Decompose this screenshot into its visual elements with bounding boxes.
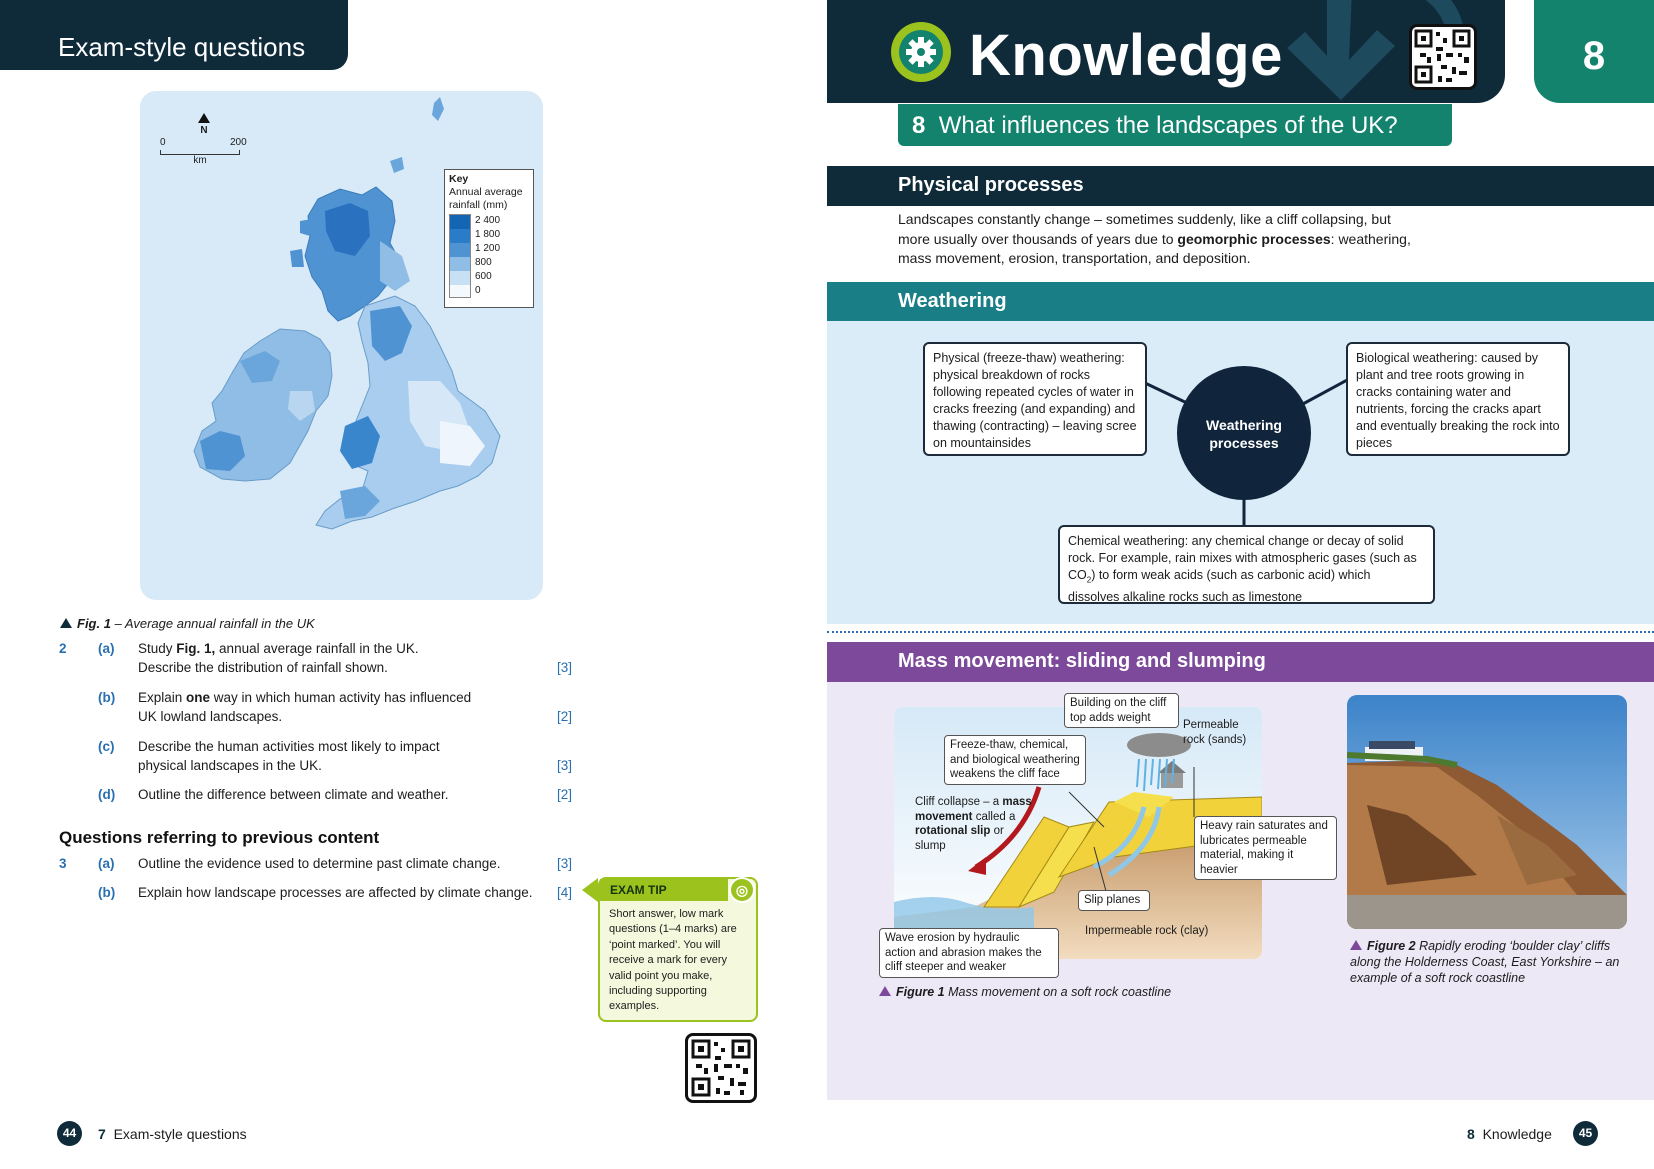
- figure2-caption: Figure 2 Rapidly eroding ‘boulder clay’ cliffs along the Holderness Coast, East Yorkshire – an example of a soft rock coastline: [1350, 939, 1620, 985]
- triangle-icon: [879, 986, 891, 996]
- q3b-label: (b): [98, 885, 116, 900]
- exam-tip-text: Short answer, low mark questions (1–4 marks) are ‘point marked’. You will receive a mark for every valid point you make, including supporting examples.: [609, 908, 737, 1013]
- mass-movement-band: Mass movement: sliding and slumping: [827, 642, 1654, 682]
- q3b-text: Explain how landscape processes are affected by climate change.: [138, 885, 533, 900]
- q2c-text: Describe the human activities most likely to impact physical landscapes in the UK.: [138, 739, 440, 773]
- knowledge-title: Knowledge: [969, 23, 1283, 88]
- holderness-photo: [1347, 695, 1627, 929]
- subtitle-text: What influences the landscapes of the UK?: [938, 112, 1398, 139]
- footer-left: 7 Exam-style questions: [98, 1126, 247, 1142]
- page-number-right: 45: [1573, 1121, 1598, 1146]
- label-freeze-thaw: Freeze-thaw, chemical, and biological weathering weakens the cliff face: [944, 735, 1086, 785]
- label-heavy-rain: Heavy rain saturates and lubricates permeable material, making it heavier: [1194, 816, 1337, 880]
- key-item: 1 200: [475, 243, 501, 254]
- label-slip-planes: Slip planes: [1078, 890, 1150, 911]
- q2b-mark: [2]: [557, 709, 573, 724]
- triangle-icon: [1350, 940, 1362, 950]
- q2a-label: (a): [98, 641, 115, 656]
- q2c-mark: [3]: [557, 758, 573, 773]
- chapter-subtitle: [898, 104, 1452, 146]
- q2a-mark: [3]: [557, 660, 573, 675]
- q2d-mark: [2]: [557, 787, 573, 802]
- physical-weathering-card: Physical (freeze-thaw) weathering: physical breakdown of rocks following repeated cycles of water in cracks freezing (and expanding) and thawing (contracting) – leaving scree on mountainsides: [923, 342, 1147, 456]
- triangle-icon: [60, 618, 72, 628]
- chemical-weathering-card: Chemical weathering: any chemical change or decay of solid rock. For example, rain mixes with atmospheric gases (such as $CO_2$) to form weak acids (such as carbonic acid) which dissolves alkaline rocks such as limestone: [1058, 525, 1435, 604]
- footer-right: 8 Knowledge: [1467, 1126, 1552, 1142]
- weathering-processes-hub: Weathering processes: [1177, 366, 1311, 500]
- knowledge-header: [827, 0, 1505, 103]
- page-number-left: 44: [57, 1121, 82, 1146]
- right-page: [827, 0, 1654, 1169]
- key-item: 1 800: [475, 229, 501, 240]
- section-title-previous: Questions referring to previous content: [59, 828, 380, 847]
- fig1-caption: [60, 616, 315, 631]
- label-wave-erosion: Wave erosion by hydraulic action and abrasion makes the cliff steeper and weaker: [879, 928, 1059, 978]
- exam-tip-title: EXAM TIP: [600, 879, 728, 901]
- label-building: Building on the cliff top adds weight: [1064, 693, 1179, 728]
- rainfall-map: [140, 91, 543, 600]
- key-item: 2 400: [475, 215, 501, 226]
- north-label: N: [200, 125, 208, 136]
- left-page-header: Exam-style questions: [0, 0, 348, 70]
- exam-tip-box: [598, 877, 758, 1022]
- q3b-mark: [4]: [557, 885, 573, 900]
- scale-unit: km: [193, 155, 207, 166]
- tip-pointer: [582, 878, 598, 902]
- scale-start: 0: [160, 137, 166, 148]
- q2a-text: Study Fig. 1, annual average rainfall in the UK. Describe the distribution of rainfall shown.: [138, 641, 419, 675]
- divider: [827, 631, 1654, 633]
- q3a-text: Outline the evidence used to determine past climate change.: [138, 856, 501, 871]
- q3a-mark: [3]: [557, 856, 573, 871]
- subtitle-number: 8: [912, 112, 926, 139]
- uk-map-graphic: [140, 91, 543, 600]
- q2c-label: (c): [98, 739, 115, 754]
- q2b-label: (b): [98, 690, 116, 705]
- key-title: Key: [449, 173, 469, 185]
- q2d-text: Outline the difference between climate and weather.: [138, 787, 449, 802]
- qr-code-icon[interactable]: [1409, 24, 1477, 90]
- scale-end: 200: [230, 137, 247, 148]
- qr-code-icon[interactable]: [685, 1033, 757, 1103]
- scale-bar: [160, 137, 246, 166]
- q2d-label: (d): [98, 787, 116, 802]
- map-key: [444, 169, 534, 308]
- figure1-caption: Figure 1 Mass movement on a soft rock coastline: [879, 984, 1259, 1000]
- key-item: 0: [475, 285, 481, 296]
- key-item: 800: [475, 257, 492, 268]
- north-arrow: [197, 113, 211, 136]
- q3a-label: (a): [98, 856, 115, 871]
- gear-icon: [891, 22, 951, 82]
- q3-number: 3: [59, 856, 67, 871]
- label-permeable: Permeable rock (sands): [1183, 719, 1247, 746]
- key-subtitle: Annual average rainfall (mm): [449, 186, 523, 211]
- weathering-band: Weathering: [827, 282, 1654, 322]
- label-cliff-collapse: Cliff collapse – a mass movement called a rotational slip or slump: [915, 796, 1032, 852]
- label-impermeable: Impermeable rock (clay): [1085, 925, 1209, 937]
- target-icon: ◎: [729, 877, 755, 903]
- physical-processes-band: Physical processes: [827, 166, 1654, 206]
- key-item: 600: [475, 271, 492, 282]
- physical-processes-text: Landscapes constantly change – sometimes suddenly, like a cliff collapsing, but more usually over thousands of years due to geomorphic processes: weathering, mass movement, erosion, transportation, and deposition.: [898, 211, 1411, 266]
- q2-number: 2: [59, 641, 67, 656]
- fig-label: Fig. 1: [77, 616, 111, 631]
- q2b-text: Explain one way in which human activity has influenced UK lowland landscapes.: [138, 690, 472, 724]
- fig-text: – Average annual rainfall in the UK: [110, 616, 315, 631]
- biological-weathering-card: Biological weathering: caused by plant and tree roots growing in cracks containing water and nutrients, forcing the cracks apart and eventually breaking the rock into pieces: [1346, 342, 1570, 456]
- chapter-number-tab: 8: [1534, 0, 1654, 103]
